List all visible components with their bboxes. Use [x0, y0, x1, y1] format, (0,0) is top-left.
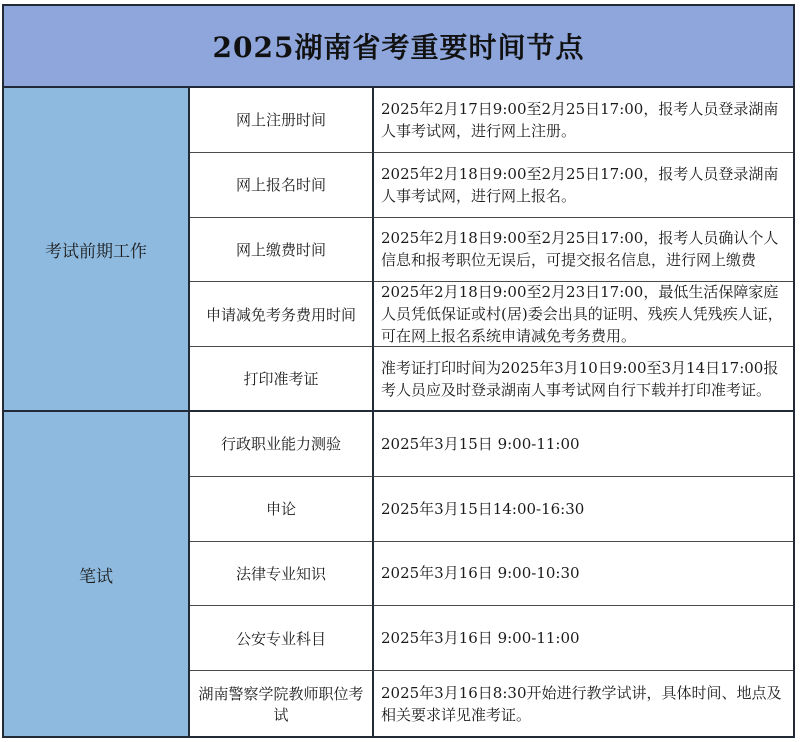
row-label: 法律专业知识 [190, 542, 374, 607]
row-label: 申论 [190, 477, 374, 542]
section-label-written-exam: 笔试 [4, 412, 190, 736]
row-label: 打印准考证 [190, 347, 374, 412]
row-detail: 2025年3月16日 9:00-10:30 [374, 542, 793, 607]
page-title: 2025湖南省考重要时间节点 [4, 6, 793, 88]
row-label: 网上注册时间 [190, 88, 374, 153]
row-label: 申请减免考务费用时间 [190, 282, 374, 347]
row-label: 湖南警察学院教师职位考试 [190, 671, 374, 736]
row-label: 网上缴费时间 [190, 218, 374, 283]
row-label: 行政职业能力测验 [190, 412, 374, 477]
row-detail: 2025年2月18日9:00至2月23日17:00，最低生活保障家庭人员凭低保证或村(居)委会出具的证明、残疾人凭残疾人证，可在网上报名系统申请减免考务费用。 [374, 282, 793, 347]
section-label-pre-exam: 考试前期工作 [4, 88, 190, 412]
schedule-table [2, 4, 795, 738]
row-detail: 2025年3月16日 9:00-11:00 [374, 606, 793, 671]
row-detail: 2025年3月16日8:30开始进行教学试讲，具体时间、地点及相关要求详见准考证。 [381, 683, 782, 724]
row-detail: 2025年2月18日9:00至2月25日17:00，报考人员确认个人信息和报考职位无误后，可提交报名信息，进行网上缴费 [374, 218, 793, 283]
row-detail: 2025年2月17日9:00至2月25日17:00，报考人员登录湖南人事考试网，进行网上注册。 [374, 88, 793, 153]
row-label: 公安专业科目 [190, 606, 374, 671]
row-detail: 准考证打印时间为2025年3月10日9:00至3月14日17:00报考人员应及时登录湖南人事考试网自行下载并打印准考证。 [374, 347, 793, 412]
row-detail: 2025年3月15日 9:00-11:00 [374, 412, 793, 477]
row-label: 网上报名时间 [190, 153, 374, 218]
row-detail: 2025年2月18日9:00至2月25日17:00，报考人员登录湖南人事考试网，进行网上报名。 [374, 153, 793, 218]
row-detail: 2025年3月15日14:00-16:30 [374, 477, 793, 542]
